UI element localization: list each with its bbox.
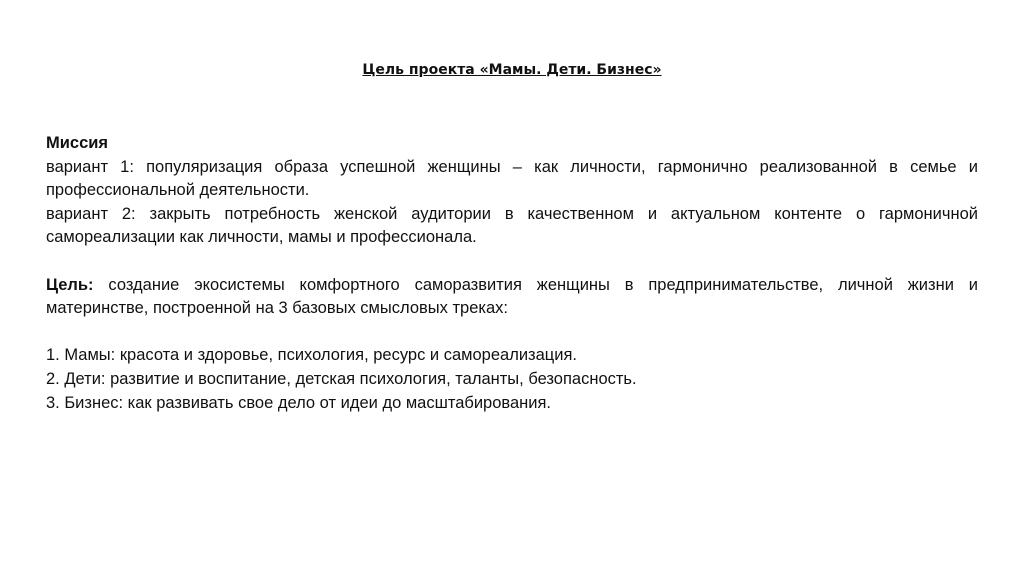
mission-variant-1: вариант 1: популяризация образа успешной женщины – как личности, гармонично реализованной в семье и профессиональной деятельности. xyxy=(46,157,978,200)
mission-variant-2: вариант 2: закрыть потребность женской аудитории в качественном и актуальном контенте о гармоничной самореализации как личности, мамы и профессионала. xyxy=(46,204,978,247)
slide-content xyxy=(46,132,978,415)
spacer xyxy=(46,321,978,345)
tracks-list xyxy=(46,344,978,415)
track-item-business: 3. Бизнес: как развивать свое дело от идеи до масштабирования. xyxy=(46,393,552,412)
goal-text: создание экосистемы комфортного саморазвития женщины в предпринимательстве, личной жизни и материнстве, построенной на 3 базовых смысловых треках: xyxy=(46,275,978,318)
goal-paragraph xyxy=(46,274,978,321)
slide-title: Цель проекта «Мамы. Дети. Бизнес» xyxy=(362,62,662,78)
track-item-moms: 1. Мамы: красота и здоровье, психология, ресурс и самореализация. xyxy=(46,346,577,365)
goal-label: Цель: xyxy=(46,275,94,294)
spacer xyxy=(46,250,978,274)
mission-heading: Миссия xyxy=(46,134,109,152)
track-item-kids: 2. Дети: развитие и воспитание, детская психология, таланты, безопасность. xyxy=(46,369,637,388)
